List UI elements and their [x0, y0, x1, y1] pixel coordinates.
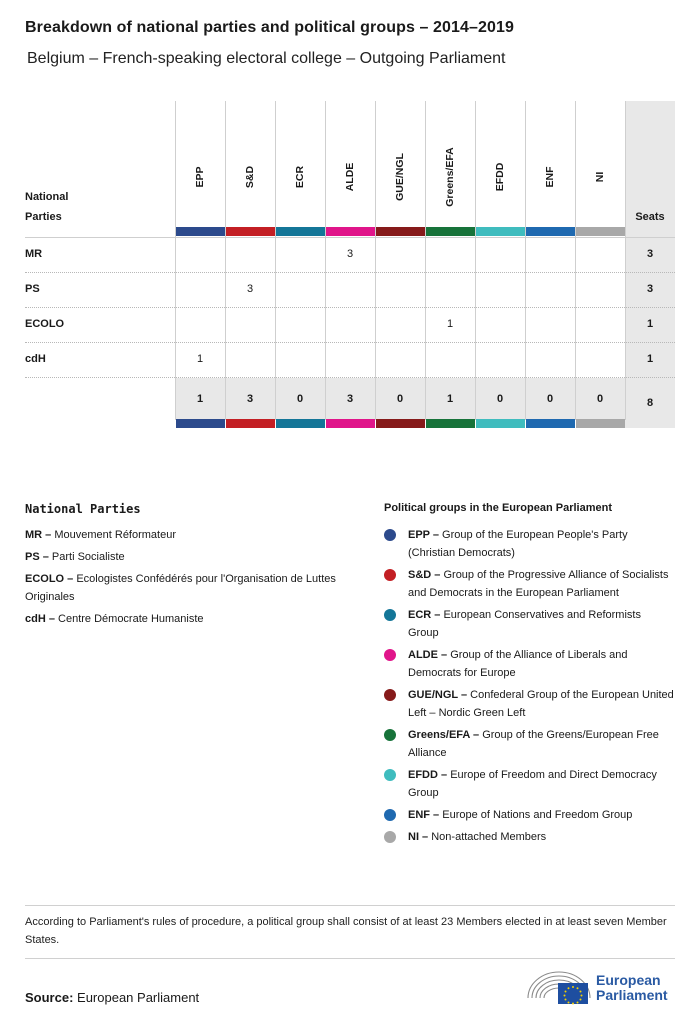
group-total-cell: 0 [296, 393, 304, 405]
group-color-bar [476, 227, 525, 236]
divider [25, 905, 675, 906]
group-abbr: Greens/EFA – [408, 729, 483, 741]
group-header-enf [525, 137, 575, 227]
group-color-dot-icon [384, 809, 396, 821]
group-header-alde [325, 137, 375, 227]
group-color-bar [426, 419, 475, 428]
group-header-greensefa [425, 137, 475, 227]
group-header-label: GUE/NGL [394, 153, 406, 201]
group-name: Confederal Group of the European United Left – Nordic Green Left [408, 689, 674, 719]
footnote: According to Parliament's rules of procedure, a political group shall consist of at least 23 Members elected in at least seven Member States. [25, 916, 667, 946]
national-parties-heading: National Parties [25, 502, 141, 516]
political-group-item [384, 606, 674, 642]
group-abbr: GUE/NGL – [408, 689, 471, 701]
party-abbr: cdH – [25, 613, 59, 625]
party-name: Centre Démocrate Humaniste [58, 613, 204, 625]
group-color-bar [176, 227, 225, 236]
group-total-cell: 3 [246, 393, 254, 405]
row-divider [25, 342, 675, 343]
group-color-dot-icon [384, 769, 396, 781]
source [25, 990, 199, 1005]
group-header-label: ENF [544, 166, 556, 188]
group-header-efdd [475, 137, 525, 227]
group-abbr: EFDD – [408, 769, 451, 781]
group-color-bar [326, 227, 375, 236]
group-abbr: ALDE – [408, 649, 451, 661]
group-color-bar [526, 419, 575, 428]
row-seat-total: 3 [646, 283, 654, 295]
political-group-item [384, 806, 674, 824]
logo-line-2: Parliament [596, 987, 668, 1003]
political-groups-heading: Political groups in the European Parliament [384, 502, 612, 514]
party-abbr: ECOLO – [25, 573, 77, 585]
party-row-label: MR [25, 248, 43, 260]
group-name: Non-attached Members [431, 831, 547, 843]
header-label-line-1: National [25, 191, 69, 203]
group-color-bar [276, 419, 325, 428]
group-color-bar [176, 419, 225, 428]
group-total-cell: 1 [446, 393, 454, 405]
political-group-item [384, 828, 674, 846]
party-row-label: cdH [25, 353, 46, 365]
seat-value-cell: 3 [346, 248, 354, 260]
group-name: Group of the Alliance of Liberals and Democrats for Europe [408, 649, 628, 679]
source-label: Source: [25, 990, 74, 1005]
national-party-item [25, 570, 345, 606]
logo-line-1: European [596, 972, 661, 988]
group-abbr: ENF – [408, 809, 443, 821]
political-group-item [384, 686, 674, 722]
group-header-label: ALDE [344, 162, 356, 192]
group-color-dot-icon [384, 689, 396, 701]
political-group-item [384, 726, 674, 762]
logo-text [596, 973, 668, 1003]
party-name: Parti Socialiste [51, 551, 125, 563]
group-color-bar [226, 419, 275, 428]
group-color-bar [576, 419, 625, 428]
political-group-item [384, 766, 674, 802]
national-party-item [25, 526, 345, 544]
group-header-ni [575, 137, 625, 227]
group-color-dot-icon [384, 529, 396, 541]
group-color-bar [376, 227, 425, 236]
group-abbr: NI – [408, 831, 432, 843]
group-header-ecr [275, 137, 325, 227]
national-parties-legend [25, 526, 345, 632]
group-color-dot-icon [384, 729, 396, 741]
party-abbr: MR – [25, 529, 55, 541]
political-group-item [384, 566, 674, 602]
party-name: Ecologistes Confédérés pour l'Organisation de Luttes Originales [25, 573, 336, 603]
group-header-label: Greens/EFA [444, 147, 456, 207]
group-color-dot-icon [384, 569, 396, 581]
group-abbr: S&D – [408, 569, 444, 581]
group-color-bar [576, 227, 625, 236]
row-seat-total: 1 [646, 318, 654, 330]
group-header-epp [175, 137, 225, 227]
european-parliament-logo [525, 968, 675, 1008]
seats-header: Seats [635, 211, 665, 223]
parliament-hemicycle-icon [525, 968, 593, 1008]
seat-breakdown-table [25, 101, 675, 428]
group-name: Group of the Greens/European Free Alliance [408, 729, 659, 759]
group-color-bar [526, 227, 575, 236]
group-total-cell: 0 [396, 393, 404, 405]
row-divider [25, 307, 675, 308]
group-abbr: EPP – [408, 529, 443, 541]
group-color-bar [276, 227, 325, 236]
row-seat-total: 3 [646, 248, 654, 260]
national-party-item [25, 610, 345, 628]
seat-value-cell: 1 [446, 318, 454, 330]
group-total-cell: 0 [596, 393, 604, 405]
group-color-dot-icon [384, 831, 396, 843]
group-name: Europe of Freedom and Direct Democracy Group [408, 769, 657, 799]
seat-value-cell: 3 [246, 283, 254, 295]
group-total-cell: 1 [196, 393, 204, 405]
political-group-item [384, 646, 674, 682]
political-groups-legend [384, 526, 674, 850]
seat-value-cell: 1 [196, 353, 204, 365]
total-seats: 8 [646, 397, 654, 409]
row-divider [25, 272, 675, 273]
group-color-bar [476, 419, 525, 428]
party-row-label: PS [25, 283, 40, 295]
divider [25, 958, 675, 959]
political-group-item [384, 526, 674, 562]
group-color-bar [226, 227, 275, 236]
national-party-item [25, 548, 345, 566]
group-color-bar [426, 227, 475, 236]
group-name: Group of the European People's Party (Christian Democrats) [408, 529, 628, 559]
header-label-line-2: Parties [25, 211, 62, 223]
group-header-label: EFDD [494, 162, 506, 192]
party-name: Mouvement Réformateur [54, 529, 177, 541]
group-header-label: S&D [244, 165, 256, 189]
party-abbr: PS – [25, 551, 52, 563]
group-color-dot-icon [384, 609, 396, 621]
group-name: Group of the Progressive Alliance of Socialists and Democrats in the European Parliament [408, 569, 669, 599]
group-header-label: ECR [294, 165, 306, 189]
chart-subtitle: Belgium – French-speaking electoral college – Outgoing Parliament [27, 50, 506, 67]
group-name: Europe of Nations and Freedom Group [442, 809, 633, 821]
group-abbr: ECR – [408, 609, 444, 621]
group-header-label: EPP [194, 166, 206, 188]
group-color-bar [376, 419, 425, 428]
group-header-label: NI [594, 171, 606, 183]
national-parties-header [25, 187, 68, 227]
group-header-guengl [375, 137, 425, 227]
group-header-sd [225, 137, 275, 227]
group-color-dot-icon [384, 649, 396, 661]
chart-title: Breakdown of national parties and political groups – 2014–2019 [25, 19, 515, 36]
group-total-cell: 0 [546, 393, 554, 405]
group-total-cell: 0 [496, 393, 504, 405]
group-name: European Conservatives and Reformists Group [408, 609, 641, 639]
group-color-bar [326, 419, 375, 428]
row-seat-total: 1 [646, 353, 654, 365]
group-total-cell: 3 [346, 393, 354, 405]
source-value: European Parliament [77, 990, 200, 1005]
party-row-label: ECOLO [25, 318, 65, 330]
